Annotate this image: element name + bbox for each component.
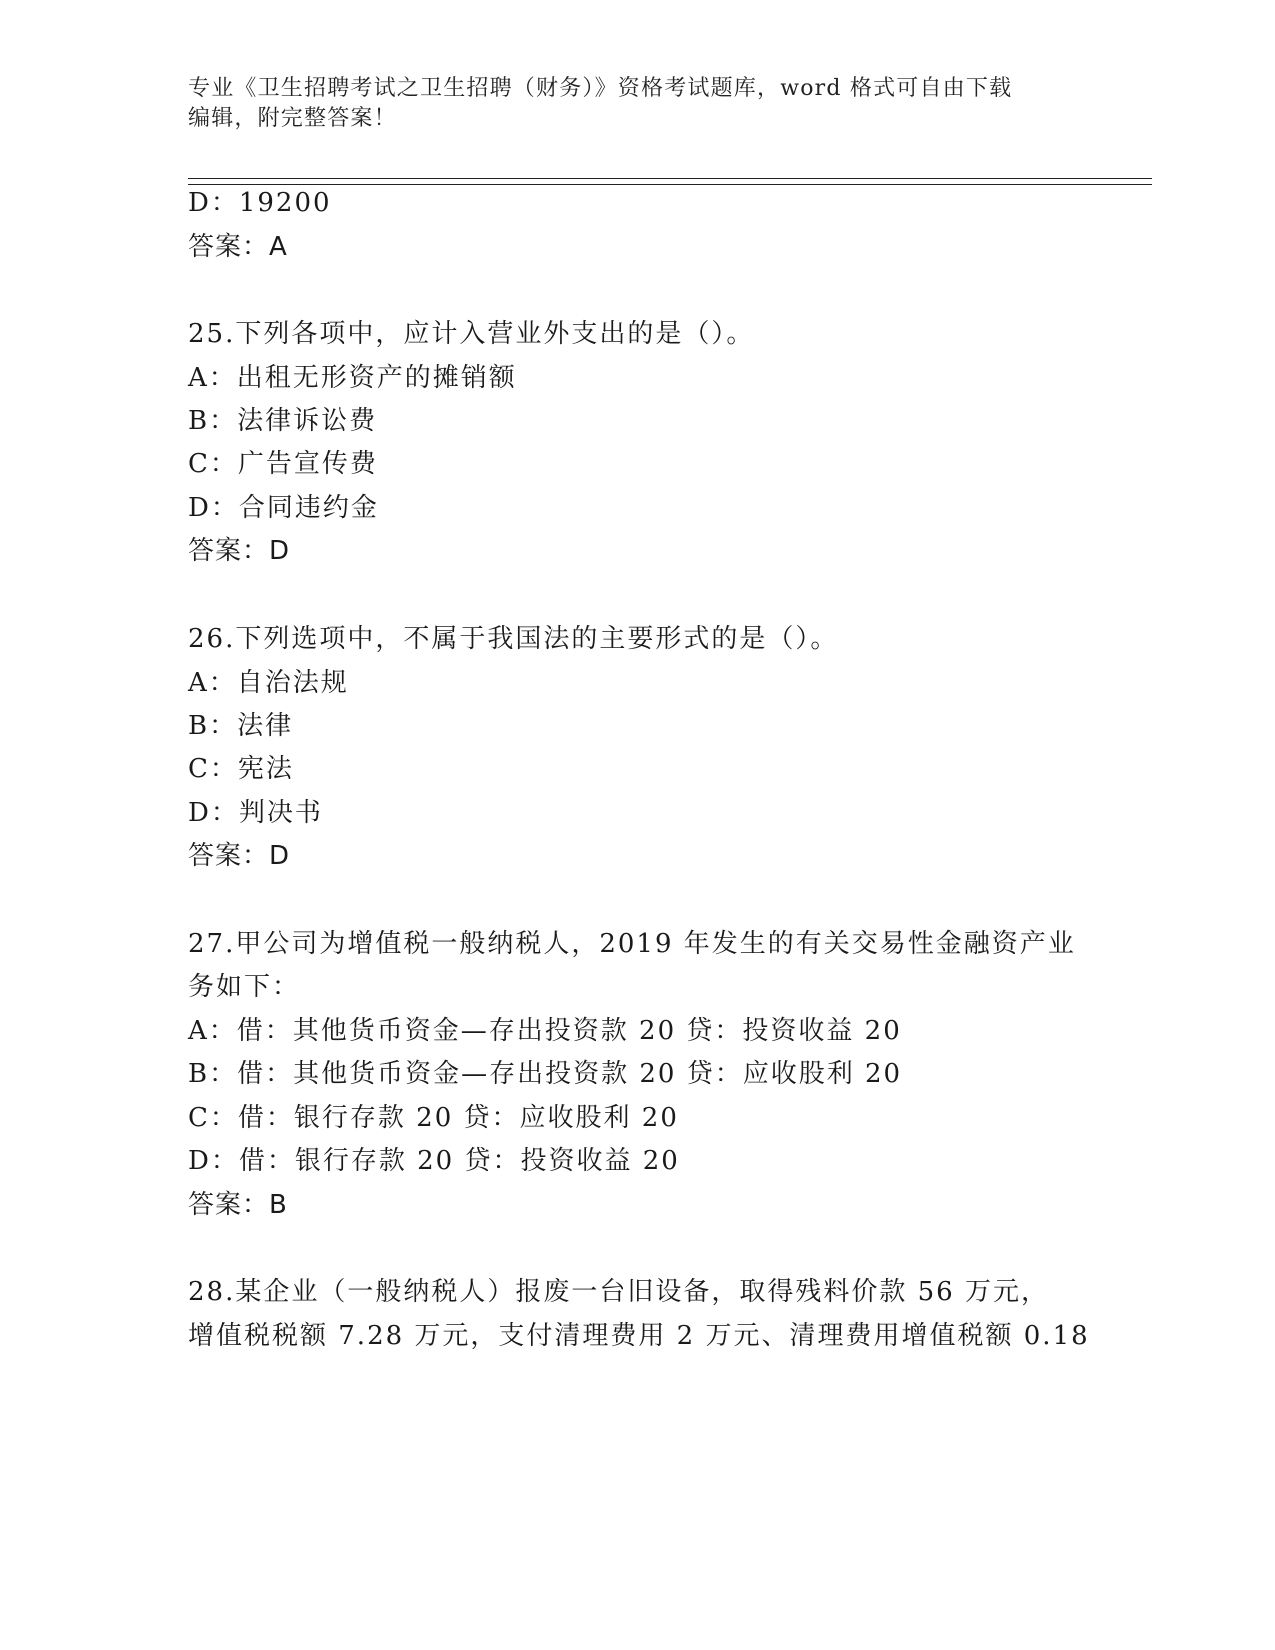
answer-line: 答案：A	[188, 232, 288, 262]
header-divider-bottom	[188, 184, 1152, 185]
option-d: D：19200	[188, 188, 332, 218]
option-c: C：广告宣传费	[188, 449, 378, 479]
option-b: B：法律诉讼费	[188, 406, 378, 436]
option-b: B：借：其他货币资金—存出投资款 20 贷：应收股利 20	[188, 1059, 903, 1089]
question-stem-continued: 务如下：	[188, 972, 301, 1002]
option-d: D：判决书	[188, 798, 323, 828]
header-line-2: 编辑，附完整答案！	[188, 106, 397, 131]
option-a: A：自治法规	[188, 668, 349, 698]
option-d: D：借：银行存款 20 贷：投资收益 20	[188, 1146, 680, 1176]
header-divider-top	[188, 178, 1152, 179]
option-a: A：出租无形资产的摊销额	[188, 363, 517, 393]
answer-line: 答案：B	[188, 1190, 288, 1220]
answer-line: 答案：D	[188, 841, 291, 871]
question-stem: 25.下列各项中，应计入营业外支出的是（）。	[188, 319, 755, 349]
answer-line: 答案：D	[188, 536, 291, 566]
option-b: B：法律	[188, 711, 294, 741]
question-stem: 28.某企业（一般纳税人）报废一台旧设备，取得残料价款 56 万元，	[188, 1277, 1049, 1307]
header-line-1: 专业《卫生招聘考试之卫生招聘（财务）》资格考试题库，word 格式可自由下载	[188, 76, 1013, 101]
question-stem: 27.甲公司为增值税一般纳税人，2019 年发生的有关交易性金融资产业	[188, 929, 1076, 959]
document-header	[188, 74, 1088, 134]
option-c: C：借：银行存款 20 贷：应收股利 20	[188, 1103, 679, 1133]
question-stem: 26.下列选项中，不属于我国法的主要形式的是（）。	[188, 624, 839, 654]
option-a: A：借：其他货币资金—存出投资款 20 贷：投资收益 20	[188, 1016, 902, 1046]
option-c: C：宪法	[188, 754, 294, 784]
question-stem-continued: 增值税税额 7.28 万元，支付清理费用 2 万元、清理费用增值税额 0.18	[188, 1321, 1090, 1351]
option-d: D：合同违约金	[188, 493, 379, 523]
